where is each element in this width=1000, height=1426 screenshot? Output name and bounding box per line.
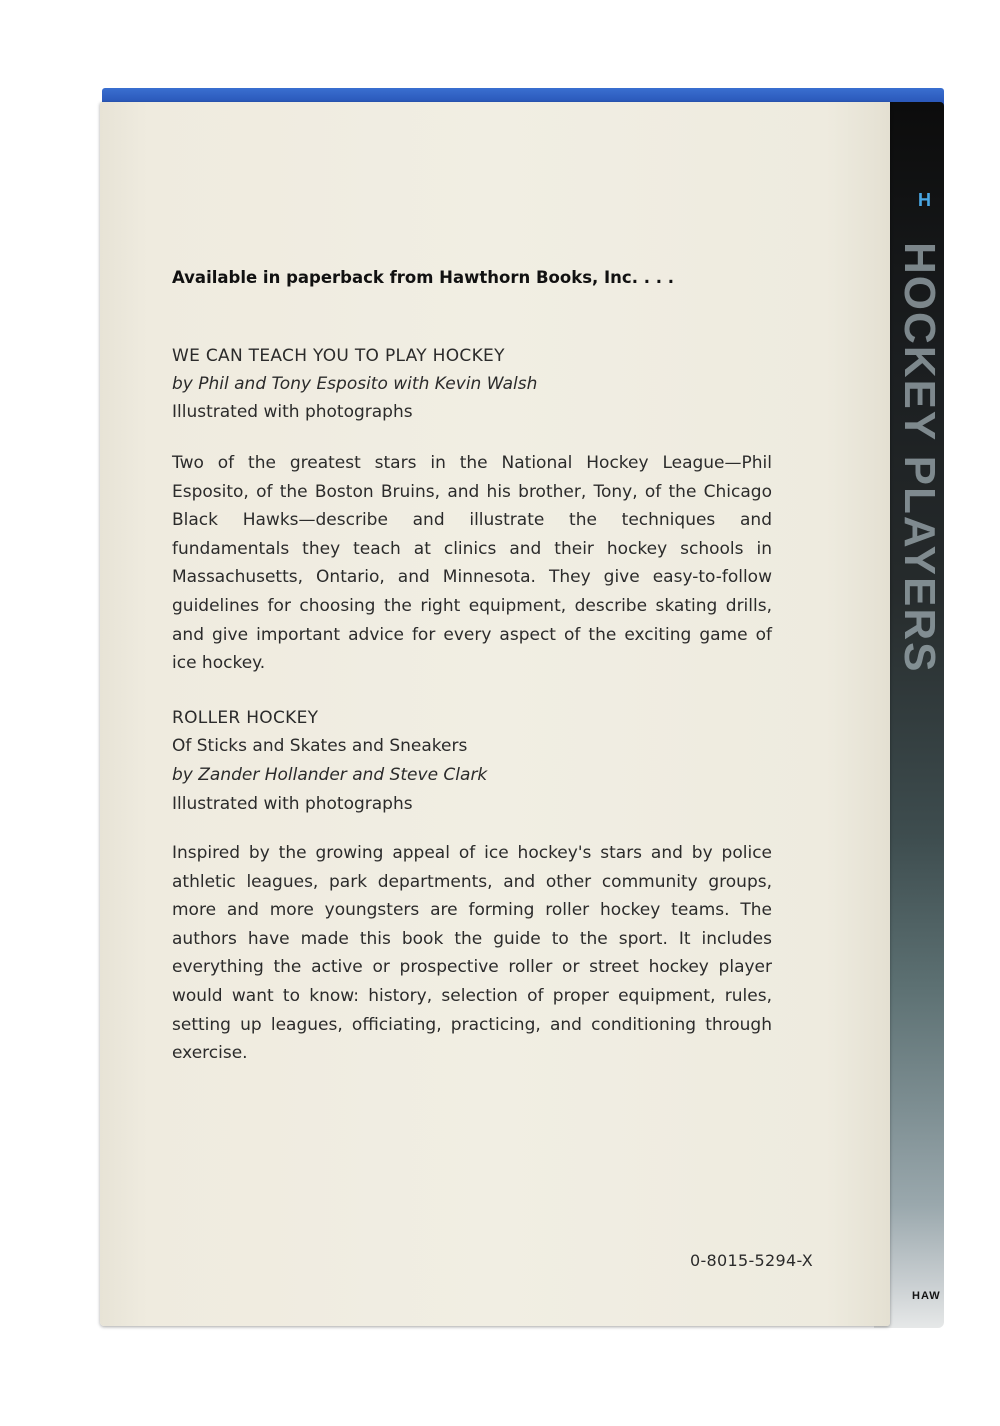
spine-publisher-mark: HAW	[912, 1290, 941, 1302]
book-1-description: Two of the greatest stars in the National Hockey League—Phil Esposito, of the Boston Bruins, and his brother, Tony, of the Chicago Black Hawks—describe and illustrate the techniques and fundamentals they teach at clinics and their hockey schools in Massachusetts, Ontario, and Minnesota. They give easy-to-follow guidelines for choosing the right equipment, describe skating drills, and give important advice for every aspect of the exciting game of ice hockey.	[172, 453, 772, 674]
availability-heading: Available in paperback from Hawthorn Books, Inc. . . .	[172, 268, 674, 287]
spine-top-mark: H	[918, 190, 931, 210]
book-1-title: WE CAN TEACH YOU TO PLAY HOCKEY	[172, 346, 505, 366]
book-2-title: ROLLER HOCKEY	[172, 708, 319, 728]
book-1-byline: by Phil and Tony Esposito with Kevin Walsh	[172, 374, 538, 394]
book-2-subtitle: Of Sticks and Skates and Sneakers	[172, 736, 468, 756]
book-1-illustrated: Illustrated with photographs	[172, 402, 413, 422]
book-2-description: Inspired by the growing appeal of ice hockey's stars and by police athletic leagues, park departments, and other community groups, more and more youngsters are forming roller hockey teams. The authors have made this book the guide to the sport. It includes everything the active or prospective roller or street hockey player would want to know: history, selection of proper equipment, rules, setting up leagues, officiating, practicing, and conditioning through exercise.	[172, 843, 772, 1064]
spine-title: HOCKEY PLAYERS	[895, 242, 944, 674]
book-2-illustrated: Illustrated with photographs	[172, 794, 413, 814]
isbn: 0-8015-5294-X	[690, 1251, 814, 1270]
book-2-byline: by Zander Hollander and Steve Clark	[172, 765, 488, 785]
